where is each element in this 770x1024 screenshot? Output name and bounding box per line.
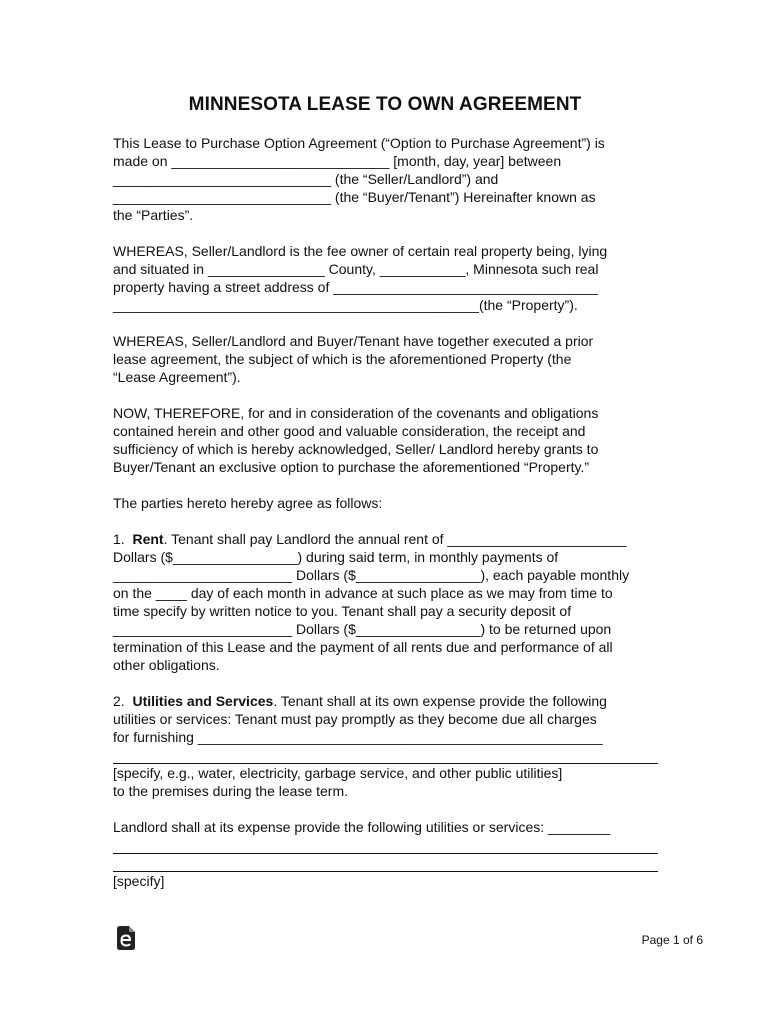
text-line: ____________________________ (the “Buyer/Tenant”) Hereinafter known as bbox=[113, 189, 596, 205]
text-line: _______________________ Dollars ($________________) to be returned upon bbox=[113, 621, 612, 637]
text-line: made on ____________________________ [month, day, year] between bbox=[113, 153, 562, 169]
text-line: [specify] bbox=[113, 873, 165, 889]
text-line: property having a street address of __________________________________ bbox=[113, 279, 598, 295]
text-line: lease agreement, the subject of which is the aforementioned Property (the bbox=[113, 351, 572, 367]
document-title: MINNESOTA LEASE TO OWN AGREEMENT bbox=[188, 94, 582, 115]
text-line: Landlord shall at its expense provide the following utilities or services: ________ bbox=[113, 819, 611, 835]
utilities-heading: Utilities and Services bbox=[132, 693, 274, 709]
text-line: Buyer/Tenant an exclusive option to purchase the aforementioned “Property.” bbox=[113, 459, 590, 475]
whereas-property-paragraph bbox=[113, 242, 658, 314]
landlord-utilities-section bbox=[113, 818, 658, 890]
text-line: . Tenant shall pay Landlord the annual rent of _______________________ bbox=[163, 531, 627, 547]
text-line: other obligations. bbox=[113, 657, 220, 673]
text-line: “Lease Agreement”). bbox=[113, 369, 241, 385]
rent-section bbox=[113, 530, 658, 674]
rent-heading: Rent bbox=[132, 531, 164, 547]
text-line: and situated in _______________ County, ___________, Minnesota such real bbox=[113, 261, 599, 277]
rent-first-line bbox=[113, 530, 658, 548]
text-line: on the ____ day of each month in advance at such place as we may from time to bbox=[113, 585, 613, 601]
intro-paragraph bbox=[113, 134, 658, 224]
utilities-section bbox=[113, 692, 658, 800]
text-line: WHEREAS, Seller/Landlord and Buyer/Tenant have together executed a prior bbox=[113, 333, 594, 349]
text-line: sufficiency of which is hereby acknowledged, Seller/ Landlord hereby grants to bbox=[113, 441, 599, 457]
text-line: time specify by written notice to you. Tenant shall pay a security deposit of bbox=[113, 603, 572, 619]
eforms-logo-icon bbox=[117, 926, 135, 950]
text-line: for furnishing ____________________________________________________ bbox=[113, 729, 603, 745]
text-line: This Lease to Purchase Option Agreement (“Option to Purchase Agreement”) is bbox=[113, 135, 605, 151]
text-line: . Tenant shall at its own expense provide the following bbox=[273, 693, 607, 709]
text-line: _______________________________________________(the “Property”). bbox=[113, 297, 578, 313]
page-number: Page 1 of 6 bbox=[641, 933, 703, 947]
text-line: the “Parties”. bbox=[113, 207, 194, 223]
text-line: _______________________ Dollars ($________________), each payable monthly bbox=[113, 567, 630, 583]
section-number: 1. bbox=[113, 531, 133, 547]
section-number: 2. bbox=[113, 693, 133, 709]
text-line: ____________________________ (the “Seller/Landlord”) and bbox=[113, 171, 499, 187]
text-line: [specify, e.g., water, electricity, garbage service, and other public utilities] bbox=[113, 765, 563, 781]
whereas-lease-paragraph bbox=[113, 332, 658, 386]
text-line: The parties hereto hereby agree as follows: bbox=[113, 495, 383, 511]
text-line: WHEREAS, Seller/Landlord is the fee owner of certain real property being, lying bbox=[113, 243, 608, 259]
text-line: termination of this Lease and the payment of all rents due and performance of all bbox=[113, 639, 613, 655]
now-therefore-paragraph bbox=[113, 404, 658, 476]
blank-fill-line bbox=[113, 746, 658, 764]
text-line: to the premises during the lease term. bbox=[113, 783, 349, 799]
text-line: NOW, THEREFORE, for and in consideration of the covenants and obligations bbox=[113, 405, 599, 421]
blank-fill-line bbox=[113, 854, 658, 872]
utilities-first-line bbox=[113, 692, 658, 710]
agree-paragraph bbox=[113, 494, 658, 512]
text-line: utilities or services: Tenant must pay promptly as they become due all charges bbox=[113, 711, 597, 727]
text-line: Dollars ($________________) during said term, in monthly payments of bbox=[113, 549, 559, 565]
blank-fill-line bbox=[113, 836, 658, 854]
document-body bbox=[113, 134, 658, 908]
text-line: contained herein and other good and valuable consideration, the receipt and bbox=[113, 423, 586, 439]
